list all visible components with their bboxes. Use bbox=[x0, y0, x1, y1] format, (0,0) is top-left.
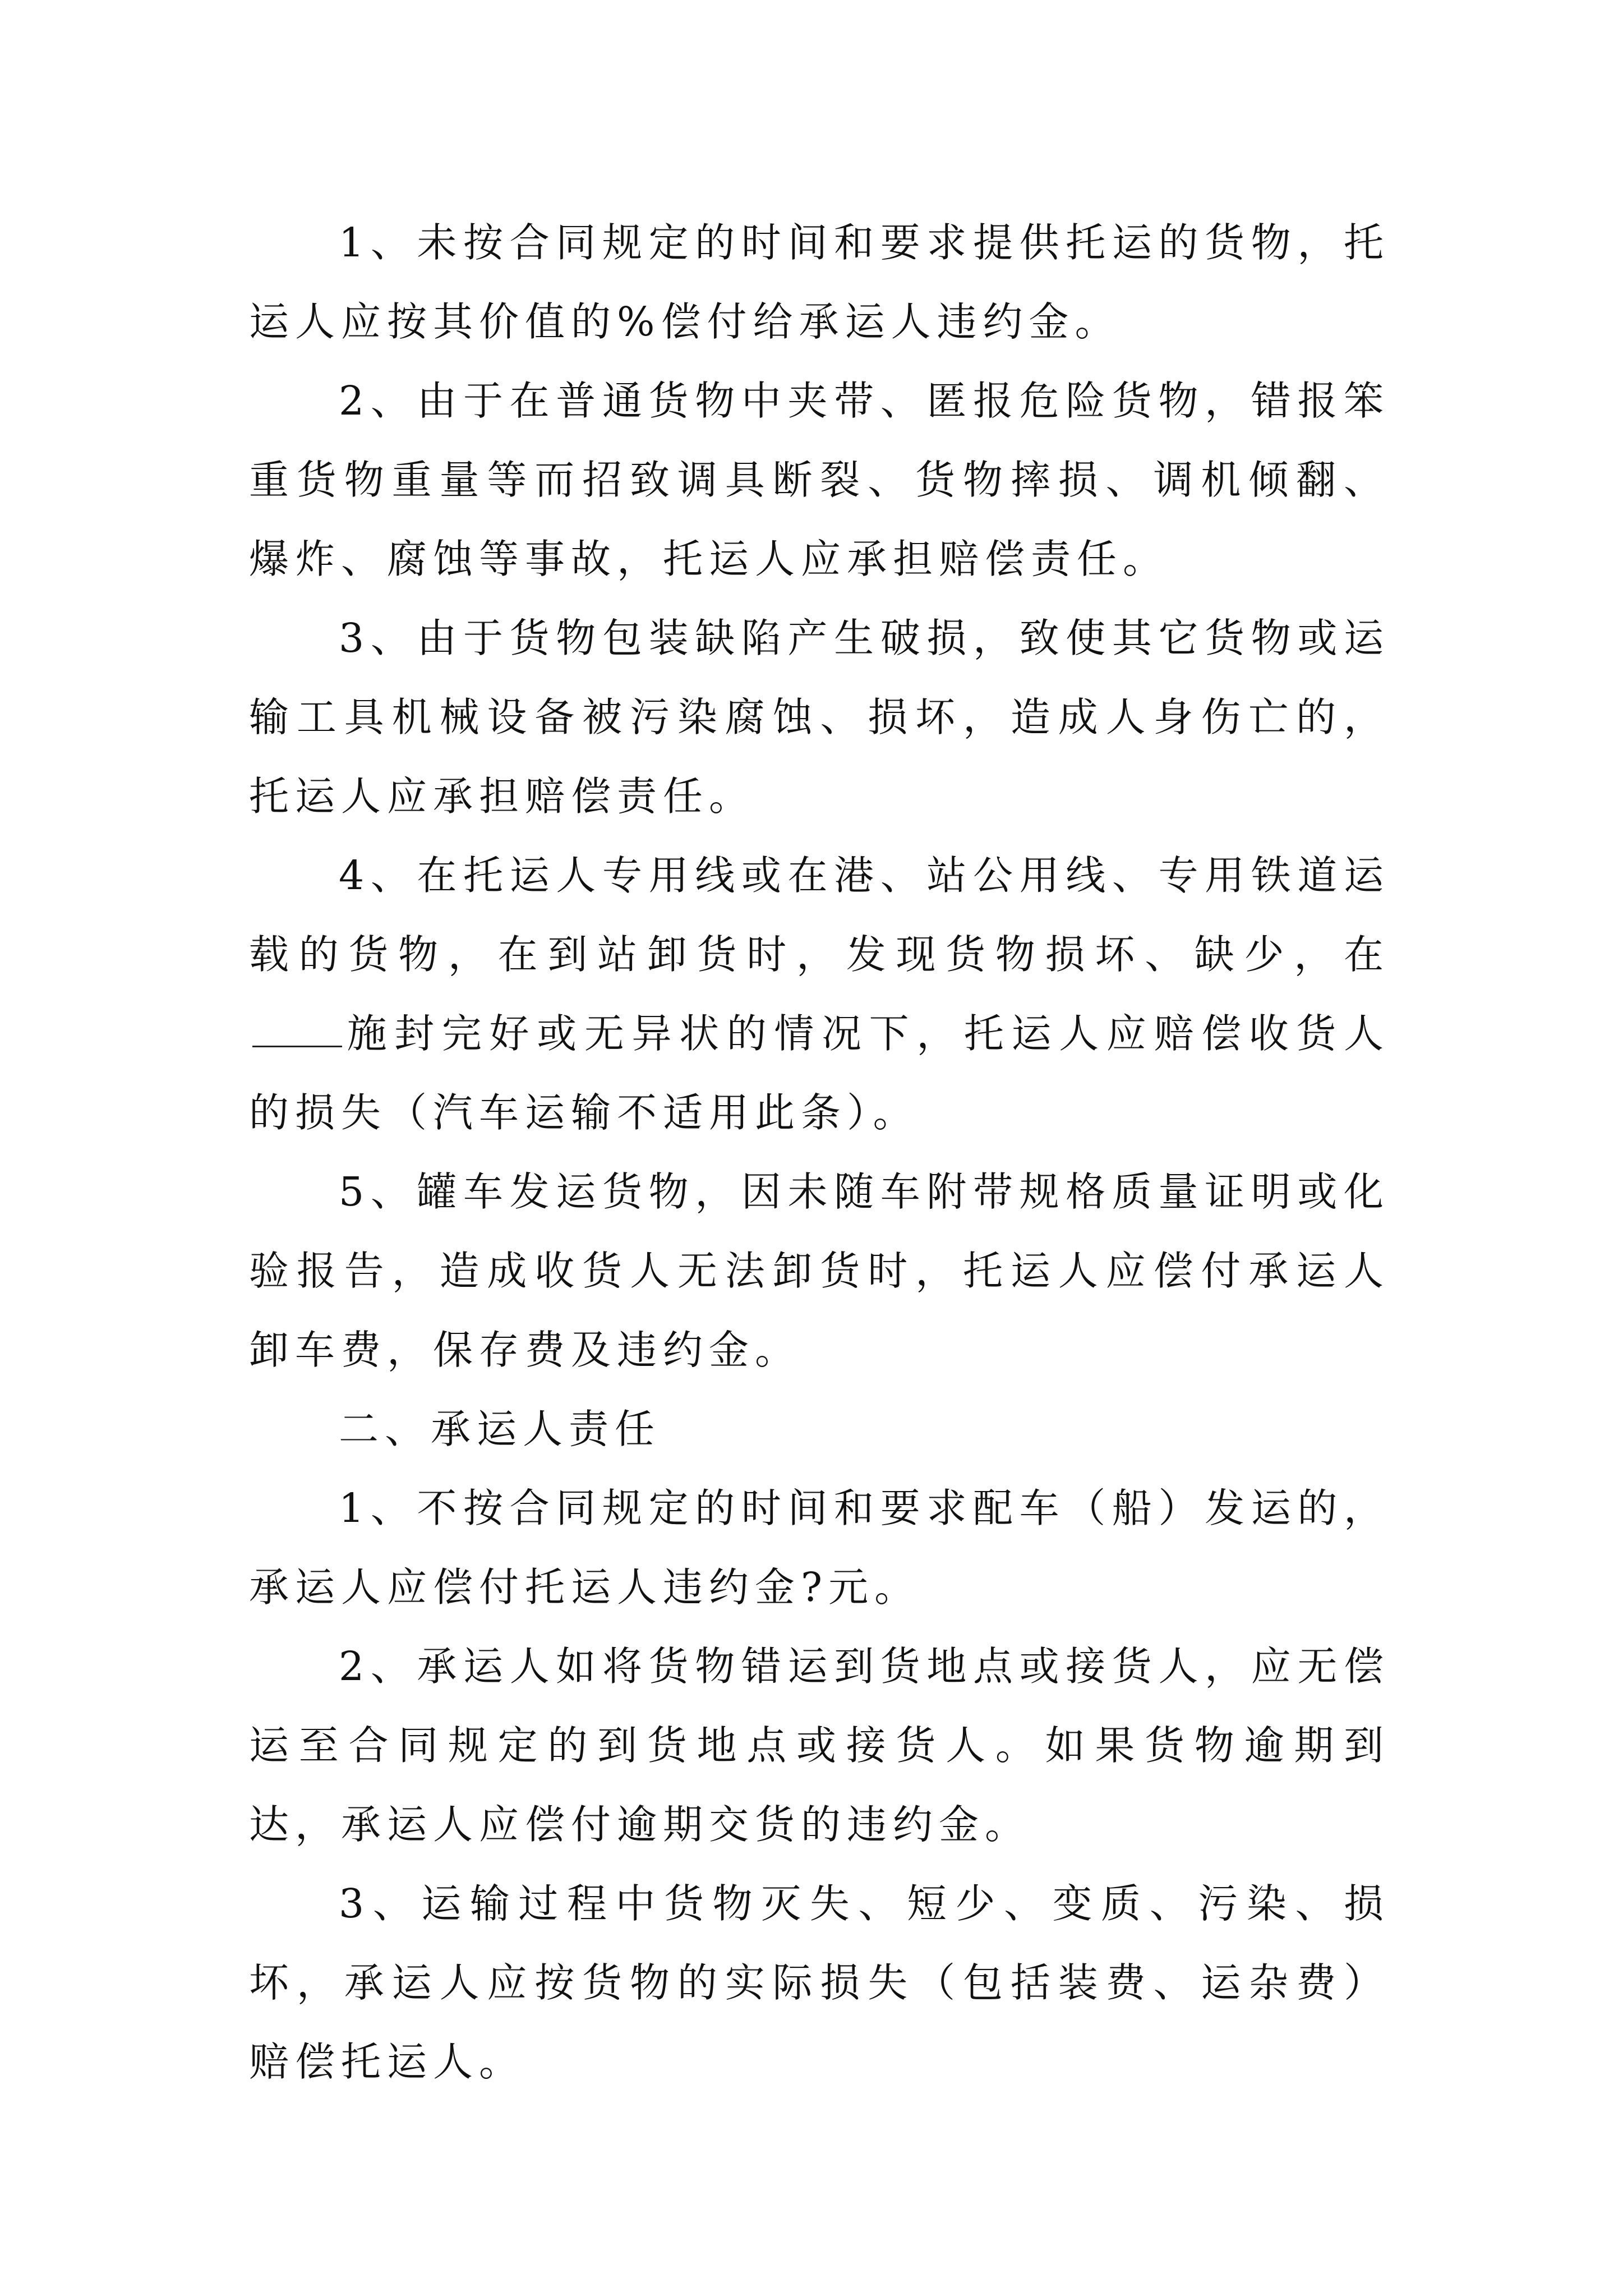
fill-in-blank bbox=[252, 1012, 342, 1047]
paragraph-shipper-3: 3、由于货物包装缺陷产生破损，致使其它货物或运输工具机械设备被污染腐蚀、损坏，造成人身伤亡的，托运人应承担赔偿责任。 bbox=[249, 615, 1390, 820]
section-heading-carrier: 二、承运人责任 bbox=[339, 1406, 661, 1452]
paragraph-carrier-2: 2、承运人如将货物错运到货地点或接货人，应无偿运至合同规定的到货地点或接货人。如果货物逾期到达，承运人应偿付逾期交货的违约金。 bbox=[249, 1643, 1390, 1848]
paragraph-carrier-1: 1、不按合同规定的时间和要求配车（船）发运的，承运人应偿付托运人违约金?元。 bbox=[249, 1485, 1390, 1611]
paragraph-shipper-4-before: 4、在托运人专用线或在港、站公用线、专用铁道运载的货物，在到站卸货时，发现货物损坏、缺少，在 bbox=[249, 852, 1390, 978]
paragraph-shipper-2: 2、由于在普通货物中夹带、匿报危险货物，错报笨重货物重量等而招致调具断裂、货物摔损、调机倾翻、爆炸、腐蚀等事故，托运人应承担赔偿责任。 bbox=[249, 378, 1390, 582]
document-body bbox=[249, 203, 1390, 2101]
paragraph-shipper-5: 5、罐车发运货物，因未随车附带规格质量证明或化验报告，造成收货人无法卸货时，托运人应偿付承运人卸车费，保存费及违约金。 bbox=[249, 1168, 1390, 1373]
paragraph-shipper-1: 1、未按合同规定的时间和要求提供托运的货物，托运人应按其价值的%偿付给承运人违约金。 bbox=[249, 219, 1390, 345]
paragraph-carrier-3: 3、运输过程中货物灭失、短少、变质、污染、损坏，承运人应按货物的实际损失（包括装费、运杂费）赔偿托运人。 bbox=[249, 1880, 1390, 2085]
paragraph-shipper-4 bbox=[249, 836, 1390, 1152]
paragraph-shipper-4-after: 施封完好或无异状的情况下，托运人应赔偿收货人的损失（汽车运输不适用此条）。 bbox=[249, 1010, 1390, 1136]
